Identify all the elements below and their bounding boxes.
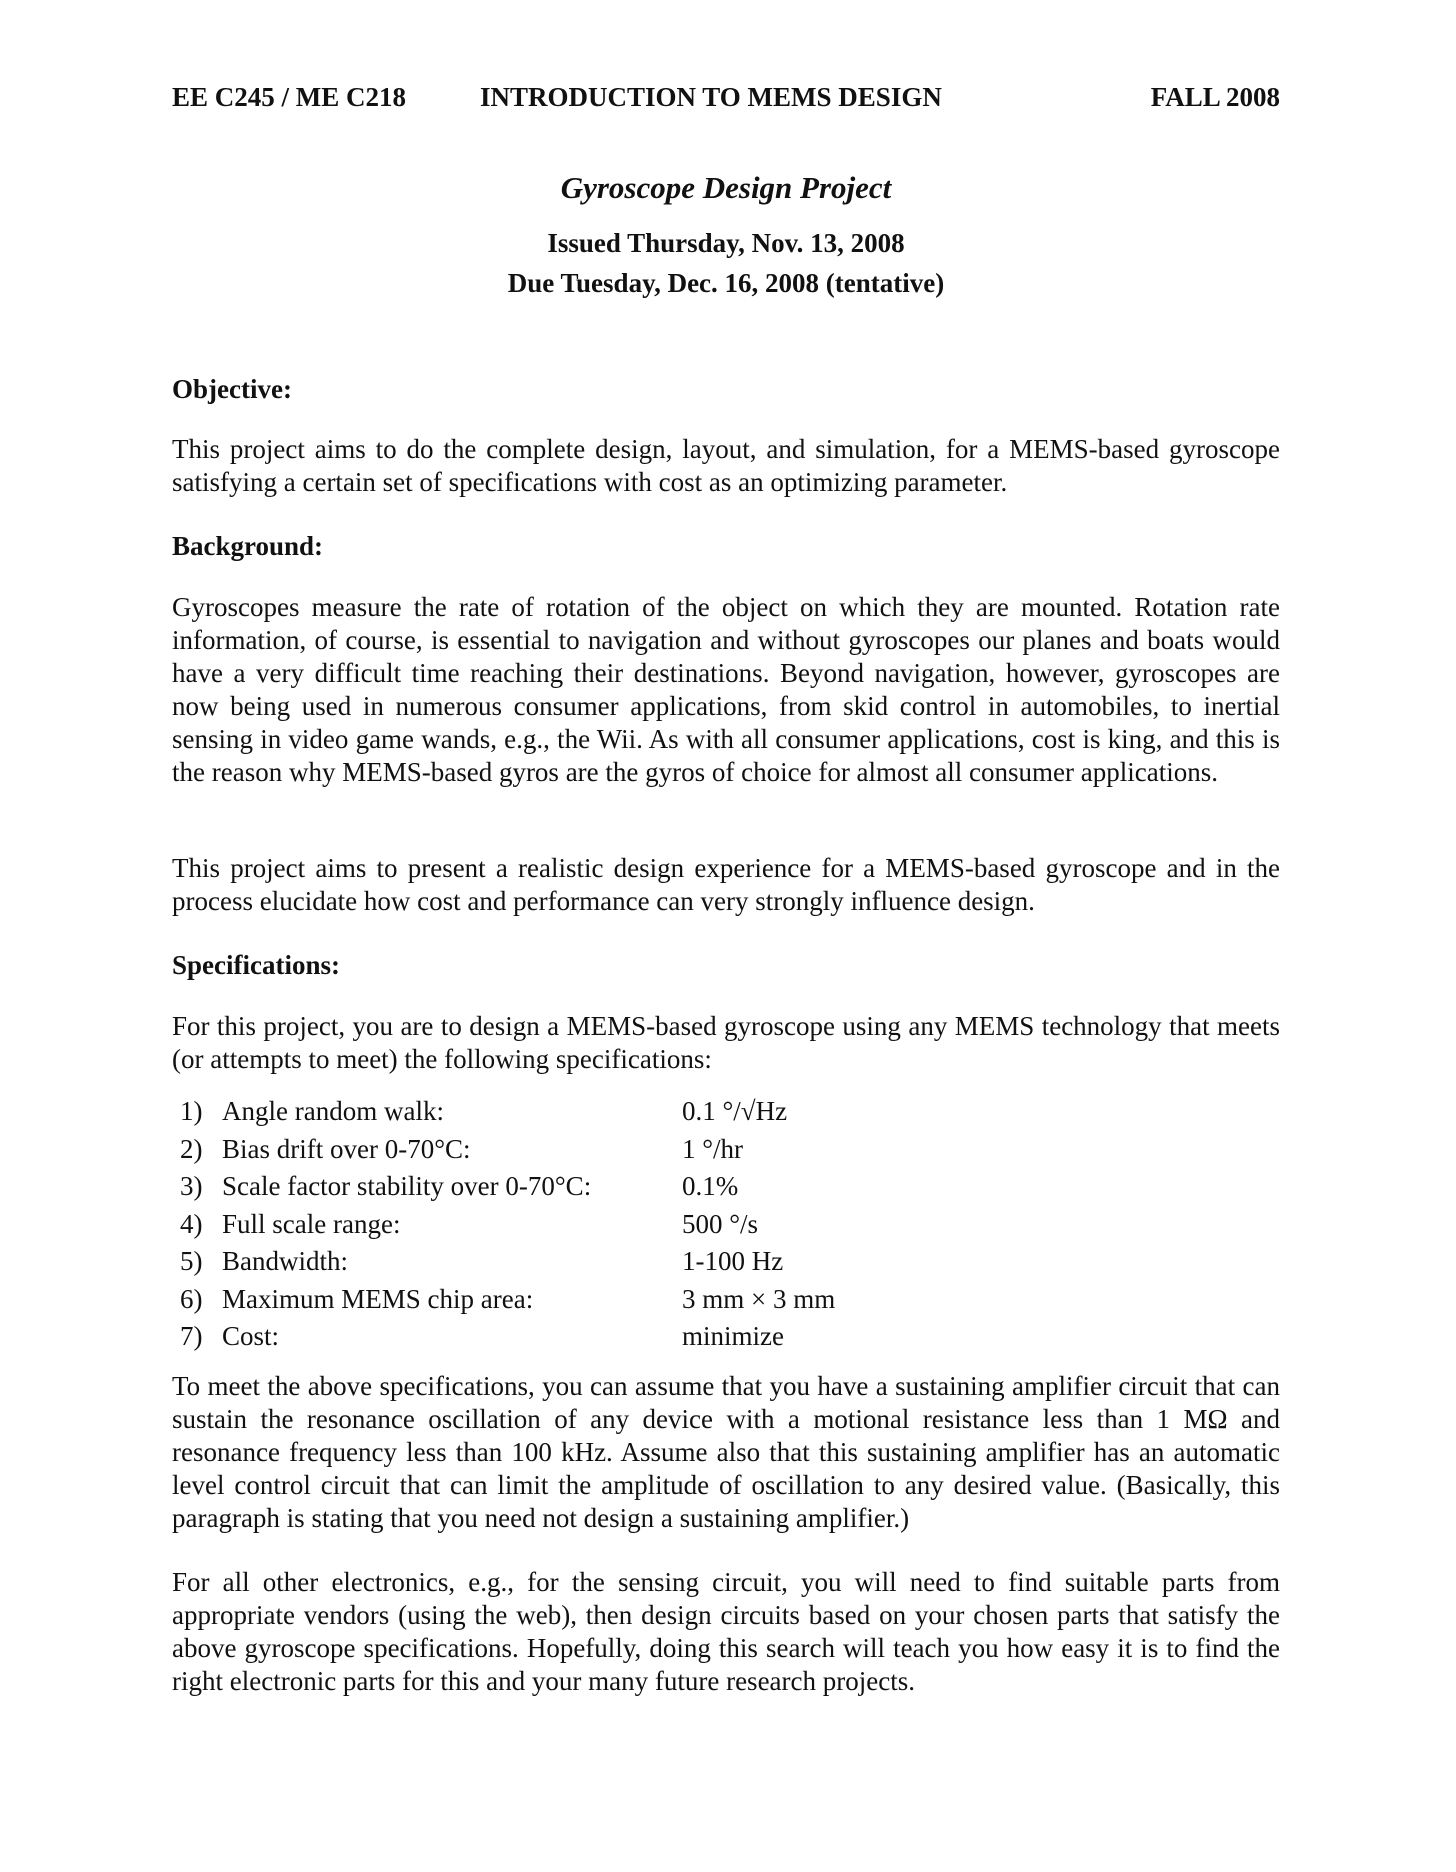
- spec-item: [172, 1243, 1280, 1281]
- spec-item: [172, 1206, 1280, 1244]
- spec-number: 4): [180, 1208, 203, 1239]
- spec-number: 7): [180, 1321, 203, 1351]
- spec-number: 1): [180, 1096, 203, 1126]
- document-title: Gyroscope Design Project: [560, 170, 892, 205]
- spec-item: [172, 1168, 1280, 1206]
- spec-number: 5): [180, 1246, 203, 1276]
- due-date: Due Tuesday, Dec. 16, 2008 (tentative): [507, 268, 945, 298]
- term: FALL 2008: [1150, 82, 1280, 112]
- background-paragraph-1: Gyroscopes measure the rate of rotation of the object on which they are mounted. Rotation rate information, of course, is essential to navigation and without gyroscopes our planes and boats would have a very difficult time reaching their destinations. Beyond navigation, however, gyroscopes are now being used in numerous consumer applications, from skid control in automobiles, to inertial sensing in video game wands, e.g., the Wii. As with all consumer applications, cost is king, and this is the reason why MEMS-based gyros are the gyros of choice for almost all consumer applications.: [172, 592, 1280, 787]
- objective-text: This project aims to do the complete design, layout, and simulation, for a MEMS-based gyroscope satisfying a certain set of specifications with cost as an optimizing parameter.: [172, 434, 1280, 497]
- spec-label: Full scale range:: [222, 1208, 401, 1239]
- course-code: EE C245 / ME C218: [172, 82, 407, 112]
- spec-number: 3): [180, 1171, 203, 1201]
- course-title: INTRODUCTION TO MEMS DESIGN: [480, 82, 942, 112]
- background-paragraph-2: This project aims to present a realistic design experience for a MEMS-based gyroscope and in the process elucidate how cost and performance can very strongly influence design.: [172, 853, 1280, 916]
- specifications-paragraph-electronics: For all other electronics, e.g., for the sensing circuit, you will need to find suitable parts from appropriate vendors (using the web), then design circuits based on your chosen parts that satisfy the above gyroscope specifications. Hopefully, doing this search will teach you how easy it is to find the right electronic parts for this and your many future research projects.: [172, 1567, 1280, 1696]
- spec-value: 1 °/hr: [682, 1133, 744, 1164]
- spec-item: [172, 1281, 1280, 1319]
- spec-label: Bias drift over 0-70°C:: [222, 1133, 471, 1164]
- spec-value: 1-100 Hz: [682, 1246, 784, 1276]
- issued-date: Issued Thursday, Nov. 13, 2008: [547, 228, 905, 258]
- spec-label: Maximum MEMS chip area:: [222, 1283, 534, 1314]
- background-heading: Background:: [172, 531, 324, 561]
- spec-value: 0.1 °/√Hz: [682, 1096, 788, 1126]
- specifications-heading: Specifications:: [172, 950, 340, 980]
- spec-label: Scale factor stability over 0-70°C:: [222, 1171, 592, 1201]
- spec-value: 500 °/s: [682, 1208, 759, 1239]
- spec-item: [172, 1131, 1280, 1169]
- spec-label: Bandwidth:: [222, 1246, 348, 1276]
- objective-heading: Objective:: [172, 374, 292, 404]
- spec-label: Angle random walk:: [222, 1096, 444, 1126]
- specifications-list: [172, 1093, 1280, 1356]
- spec-item: [172, 1318, 1280, 1356]
- page-header: [172, 82, 1280, 122]
- spec-number: 6): [180, 1283, 203, 1314]
- spec-number: 2): [180, 1133, 203, 1164]
- spec-label: Cost:: [222, 1321, 280, 1351]
- spec-value: 3 mm × 3 mm: [682, 1283, 836, 1314]
- specifications-intro: For this project, you are to design a MEMS-based gyroscope using any MEMS technology that meets (or attempts to meet) the following specifications:: [172, 1011, 1280, 1074]
- spec-item: [172, 1093, 1280, 1131]
- spec-value: minimize: [682, 1321, 784, 1351]
- spec-value: 0.1%: [682, 1171, 739, 1201]
- specifications-paragraph-amplifier: To meet the above specifications, you can assume that you have a sustaining amplifier circuit that can sustain the resonance oscillation of any device with a motional resistance less than 1 MΩ and resonance frequency less than 100 kHz. Assume also that this sustaining amplifier has an automatic level control circuit that can limit the amplitude of oscillation to any desired value. (Basically, this paragraph is stating that you need not design a sustaining amplifier.): [172, 1371, 1280, 1533]
